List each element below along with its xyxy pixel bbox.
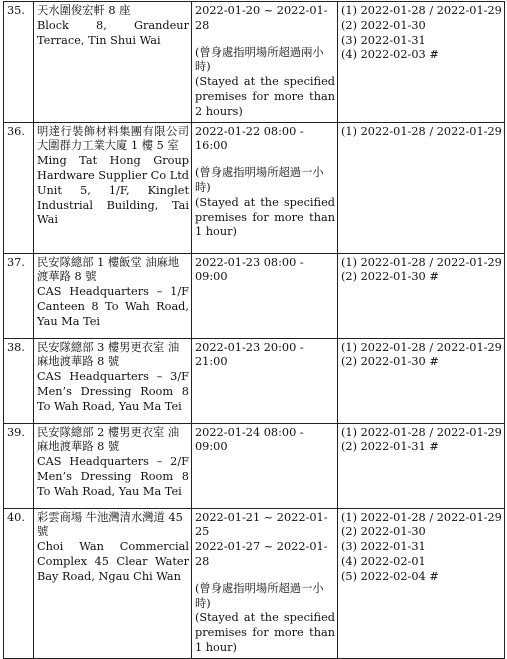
row-number: 35.: [4, 2, 34, 123]
row-number: 36.: [4, 122, 34, 253]
visit-date-cell: [192, 2, 338, 123]
table-row: [4, 508, 505, 658]
report-date: (4) 2022-02-01: [341, 554, 426, 568]
table-row: [4, 2, 505, 123]
premises-name-zh: 明達行裝飾材料集團有限公司 大圍群力工業大廈 1 樓 5 室: [37, 124, 189, 153]
visit-date: 2022-01-24 08:00 - 09:00: [195, 425, 304, 454]
premises-cell: [34, 338, 192, 423]
row-number: 39.: [4, 423, 34, 508]
visit-date: 2022-01-21 ~ 2022-01-25: [195, 510, 328, 539]
premises-name-en: CAS Headquarters – 3/F Men’s Dressing Room 8 To Wah Road, Yau Ma Tei: [37, 370, 189, 413]
row-number: 40.: [4, 508, 34, 658]
visit-date-cell: [192, 338, 338, 423]
stay-note-zh: (曾身處指明場所超過一小時): [195, 166, 324, 194]
table-row: [4, 423, 505, 508]
visit-date-cell: [192, 253, 338, 338]
stay-note-zh: (曾身處指明場所超過一小時): [195, 581, 324, 610]
table-row: [4, 338, 505, 423]
premises-table: [3, 1, 505, 659]
row-number: 38.: [4, 338, 34, 423]
stay-note-en: (Stayed at the specified premises for more than 1 hour): [195, 195, 335, 239]
visit-date-cell: [192, 508, 338, 658]
row-number: 37.: [4, 253, 34, 338]
premises-name-zh: 民安隊總部 2 樓男更衣室 油麻地渡華路 8 號: [37, 425, 180, 454]
report-date: (2) 2022-01-30 #: [341, 270, 439, 284]
report-date: (1) 2022-01-28 / 2022-01-29: [341, 425, 502, 439]
premises-name-en: Block 8, Grandeur Terrace, Tin Shui Wai: [37, 18, 189, 47]
premises-cell: [34, 253, 192, 338]
report-date: (5) 2022-02-04 #: [341, 569, 439, 583]
premises-name-en: CAS Headquarters – 2/F Men’s Dressing Room 8 To Wah Road, Yau Ma Tei: [37, 455, 189, 498]
visit-date: 2022-01-27 ~ 2022-01-28: [195, 540, 328, 568]
premises-name-zh: 天水圍俊宏軒 8 座: [37, 4, 131, 17]
report-date: (3) 2022-01-31: [341, 540, 426, 554]
report-date: (1) 2022-01-28 / 2022-01-29: [341, 4, 502, 17]
table-row: [4, 122, 505, 253]
premises-cell: [34, 423, 192, 508]
report-dates-cell: [338, 122, 505, 253]
report-date: (1) 2022-01-28 / 2022-01-29: [341, 510, 502, 524]
premises-name-zh: 民安隊總部 3 樓男更衣室 油麻地渡華路 8 號: [37, 340, 180, 369]
report-dates-cell: [338, 338, 505, 423]
stay-note-zh: (曾身處指明場所超過兩小時): [195, 45, 324, 74]
visit-date-cell: [192, 122, 338, 253]
report-dates-cell: [338, 2, 505, 123]
visit-date-cell: [192, 423, 338, 508]
premises-name-en: CAS Headquarters – 1/F Canteen 8 To Wah Road, Yau Ma Tei: [37, 285, 189, 328]
report-dates-cell: [338, 508, 505, 658]
premises-cell: [34, 2, 192, 123]
table-row: [4, 253, 505, 338]
stay-note-en: (Stayed at the specified premises for more than 2 hours): [195, 75, 335, 118]
premises-name-zh: 彩雲商場 牛池灣清水灣道 45 號: [37, 510, 183, 539]
report-date: (1) 2022-01-28 / 2022-01-29: [341, 124, 502, 138]
report-date: (3) 2022-01-31: [341, 33, 426, 47]
report-date: (2) 2022-01-30 #: [341, 355, 439, 369]
visit-date: 2022-01-23 08:00 - 09:00: [195, 255, 304, 284]
premises-name-en: Choi Wan Commercial Complex 45 Clear Water Bay Road, Ngau Chi Wan: [37, 540, 189, 583]
report-date: (2) 2022-01-31 #: [341, 440, 439, 454]
premises-name-en: Ming Tat Hong Group Hardware Supplier Co Ltd Unit 5, 1/F, Kinglet Industrial Building, Tai Wai: [37, 154, 189, 227]
stay-note-en: (Stayed at the specified premises for more than 1 hour): [195, 611, 335, 654]
report-date: (2) 2022-01-30: [341, 18, 426, 32]
report-date: (4) 2022-02-03 #: [341, 48, 439, 62]
report-date: (1) 2022-01-28 / 2022-01-29: [341, 255, 502, 269]
report-date: (2) 2022-01-30: [341, 525, 426, 539]
premises-name-zh: 民安隊總部 1 樓飯堂 油麻地渡華路 8 號: [37, 255, 180, 284]
visit-date: 2022-01-22 08:00 - 16:00: [195, 124, 304, 153]
premises-cell: [34, 508, 192, 658]
report-dates-cell: [338, 253, 505, 338]
visit-date: 2022-01-23 20:00 - 21:00: [195, 340, 304, 369]
report-date: (1) 2022-01-28 / 2022-01-29: [341, 340, 502, 354]
visit-date: 2022-01-20 ~ 2022-01-28: [195, 4, 328, 32]
premises-cell: [34, 122, 192, 253]
report-dates-cell: [338, 423, 505, 508]
